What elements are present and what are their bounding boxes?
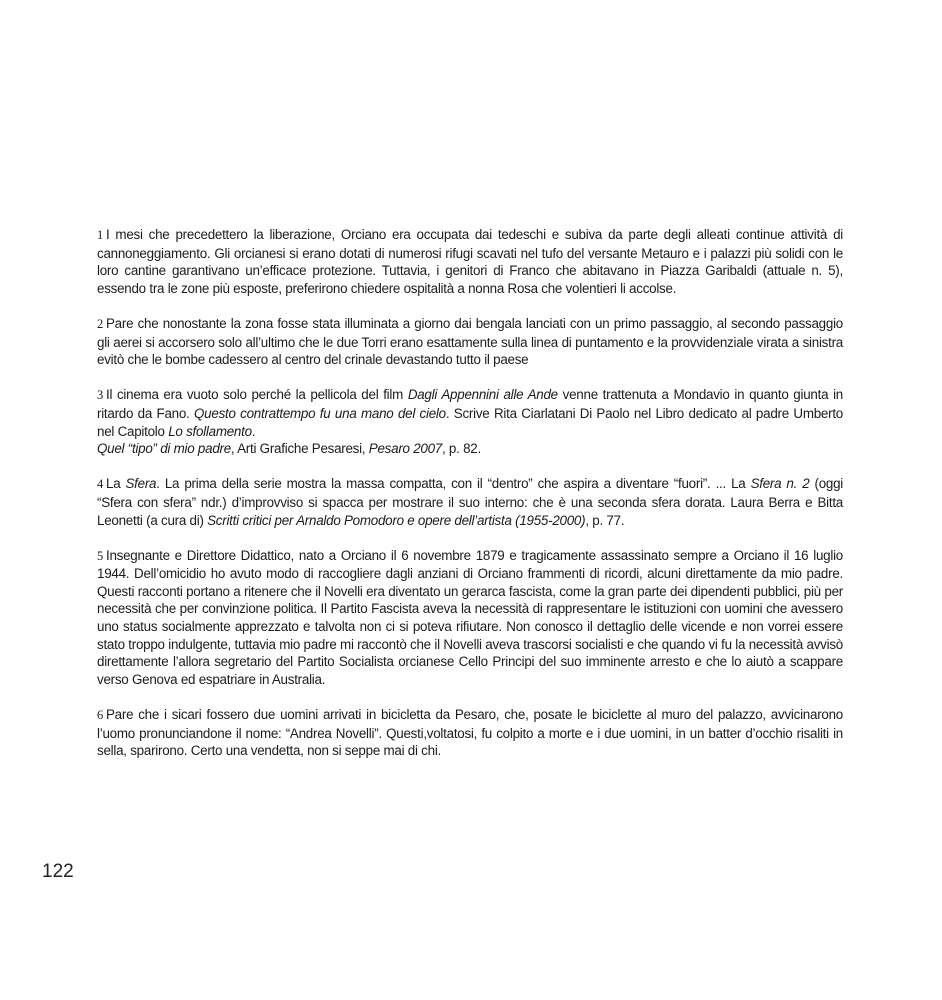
footnote-text: , Arti Grafiche Pesaresi, (230, 441, 369, 457)
film-title: Dagli Appennini alle Ande (407, 387, 558, 403)
footnote-number: 2 (97, 316, 103, 331)
footnote-text: Pare che i sicari fossero due uomini arrivati in bicicletta da Pesaro, che, posate le biciclette al muro del palazzo, avvicinarono l’uomo pronunciandone il nome: “Andrea Novelli”. Questi,voltatosi, fu colpito a morte e i due uomini, in un batter d’occhio risaliti in sella, sparirono. Certo una vendetta, non si seppe mai di chi. (97, 707, 843, 759)
footnote-text: . (251, 423, 256, 439)
book-title: Quel “tipo” di mio padre (97, 441, 231, 457)
footnote-4 (97, 475, 843, 529)
footnote-3 (97, 386, 843, 457)
footnote-number: 4 (97, 477, 103, 492)
footnote-text: La (106, 476, 126, 492)
footnote-number: 6 (97, 708, 103, 723)
footnote-2 (97, 315, 843, 369)
footnote-text: . La prima della serie mostra la massa compatta, con il “dentro” che aspira a diventare “fuori”. ... La (156, 476, 751, 492)
footnote-text: venne trattenuta a Mondavio in quanto giunta in ritardo da Fano. (97, 387, 843, 421)
footnote-number: 3 (97, 388, 103, 403)
quote: Questo contrattempo fu una mano del cielo (194, 405, 446, 421)
footnote-number: 5 (97, 548, 103, 563)
publication-place: Pesaro 2007 (368, 441, 442, 457)
footnote-text: . Scrive Rita Ciarlatani Di Paolo nel Libro dedicato al padre Umberto nel Capitolo (97, 405, 843, 439)
artwork-title: Sfera (125, 476, 157, 492)
footnote-text: , p. 82. (441, 441, 481, 457)
book-title: Scritti critici per Arnaldo Pomodoro e opere dell’artista (1955-2000) (207, 512, 586, 528)
page-number: 122 (42, 861, 74, 882)
footnote-text: , p. 77. (585, 512, 625, 528)
footnote-text: Insegnante e Direttore Didattico, nato a Orciano il 6 novembre 1879 e tragicamente assassinato sempre a Orciano il 16 luglio 1944. Dell’omicidio ho avuto modo di raccogliere dagli anziani di Orciano frammenti di ricordi, alcuni direttamente da mio padre. Questi racconti portano a ritenere che il Novelli era diventato un gerarca fascista, come la gran parte dei dipendenti pubblici, più per necessità che per convinzione politica. Il Partito Fascista aveva la necessità di rappresentare le istituzioni con uomini che avessero uno status socialmente apprezzato e talvolta non ci si poteva rifiutare. Non conosco il dettaglio delle vicende e non vorrei essere stato troppo indulgente, tuttavia mio padre mi raccontò che il Novelli aveva trascorsi socialisti e che quando vi fu la necessità avvisò direttamente l’allora segretario del Partito Socialista orcianese Cello Principi del suo imminente arresto e che lo aiutò a scappare verso Genova ed espatriare in Australia. (97, 547, 843, 687)
chapter-title: Lo sfollamento (168, 423, 252, 439)
artwork-title: Sfera n. 2 (750, 476, 810, 492)
footnote-1 (97, 226, 843, 297)
footnote-number: 1 (97, 228, 103, 242)
footnote-6 (97, 706, 843, 760)
footnotes (97, 226, 843, 777)
footnote-text: Il cinema era vuoto solo perché la pellicola del film (106, 387, 408, 403)
footnote-5 (97, 547, 843, 689)
footnote-text: (oggi “Sfera con sfera” ndr.) d’improvviso si spacca per mostrare il suo interno: che è una seconda sfera dorata. Laura Berra e Bitta Leonetti (a cura di) (97, 476, 844, 528)
footnote-text: I mesi che precedettero la liberazione, Orciano era occupata dai tedeschi e subiva da parte degli alleati continue attività di cannoneggiamento. Gli orcianesi si erano dotati di numerosi rifugi scavati nel tufo del versante Metauro e i palazzi più solidi con le loro cantine garantivano un’efficace protezione. Tuttavia, i genitori di Franco che abitavano in Piazza Garibaldi (attuale n. 5), essendo tra le zone più esposte, preferirono chiedere ospitalità a nonna Rosa che volentieri li accolse. (97, 227, 843, 296)
footnote-text: Pare che nonostante la zona fosse stata illuminata a giorno dai bengala lanciati con un primo passaggio, al secondo passaggio gli aerei si accorsero solo all’ultimo che le due Torri erano esattamente sulla linea di puntamento e la provvidenziale virata a sinistra evitò che le bombe cadessero al centro del crinale devastando tutto il paese (97, 315, 843, 368)
